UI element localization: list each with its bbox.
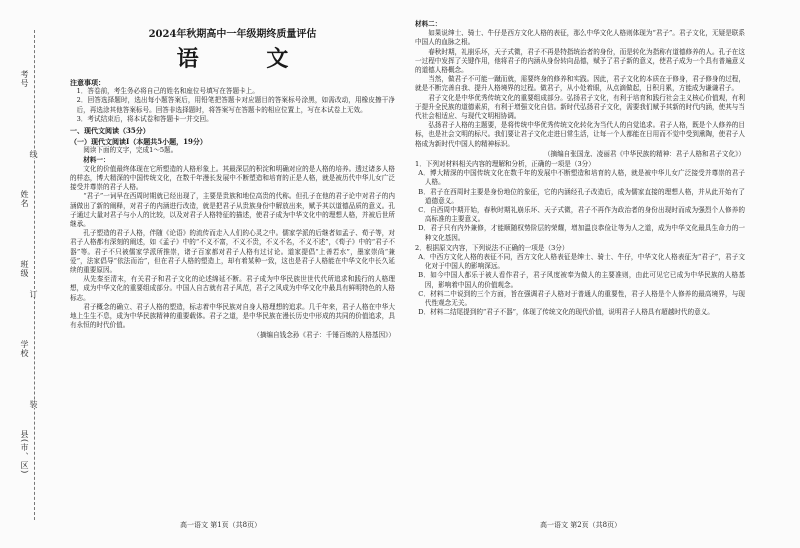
- source-citation: （摘编自钱念孙《君子：千锤百炼的人格基因》）: [253, 331, 395, 340]
- source-citation: （摘编自张国龙、凌丽君《中华民族的精神：君子人格和君子文化》）: [543, 149, 745, 158]
- question-option: B．君子在西周时主要是身份地位的象征，它的内涵经孔子改造后，成为儒家直接的理想人格，并从此开始有了道德意义。: [418, 187, 745, 205]
- binding-margin: [8, 30, 42, 520]
- county-label: 县(市、区): [20, 430, 29, 475]
- binding-mark-order: 订: [29, 290, 38, 298]
- section-heading: 一、现代文阅读（35分）: [70, 126, 150, 136]
- question-option: C．材料二中说到的三个方面，旨在强调君子人格对于普通人的重要性，君子人格是个人修养的最高境界，与现代性观念无关。: [418, 289, 745, 308]
- question-option: D．材料二结尾提到的“君子不器”，体现了传统文化的现代价值，说明君子人格具有超越时代的意义。: [418, 308, 714, 317]
- binding-mark-bind: 装: [29, 400, 38, 408]
- paragraph: 君子文化是中华优秀传统文化的重要组成部分。弘扬君子文化，有利于培育和践行社会主义核心价值观，有利于提升全民族的道德素质，有利于增强文化自信。新时代弘扬君子文化，需要我们赋予其新的时代内涵，使其与当代社会相适应、与现代文明相协调。: [415, 93, 745, 121]
- paragraph: 文化的价值最终体现在它所塑造的人格形象上。其最深层的积淀和明确对应的是人格的培养。透过诸多人格的样态，博大精深的中国传统文化，在数千年漫长发展中不断塑造和培育的正是人格，就是被历代中华儿女广泛接受并尊崇的君子人格。: [70, 164, 395, 192]
- notice-item: 1．答卷前，考生务必将自己的姓名和座位号填写在答题卡上。: [76, 87, 259, 96]
- school-label: 学校: [20, 340, 29, 358]
- question-option: B．如今中国人都乐于被人看作君子，君子风度被奉为做人的主要准则，由此可见它已成为中华民族的人格基因，影响着中国人的价值观念。: [418, 271, 745, 289]
- paragraph: 弘扬君子人格的主题要，是将传统中华优秀传统文化转化为当代人的自觉追求。君子人格，既是个人修养的目标，也是社会文明的标尺。我们要让君子文化走进日常生活，让每一个人都能在日用而不觉中受到熏陶，使君子人格成为新时代中国人的精神标识。: [415, 121, 745, 148]
- page-footer-left: 高一语文 第1页（共8页）: [180, 521, 262, 529]
- exam-no-label: 考号: [20, 70, 29, 88]
- class-label: 班级: [20, 260, 29, 278]
- exam-title: 2024年秋期高中一年级期终质量评估: [148, 29, 317, 40]
- subsection-heading: （一）现代文阅读Ⅰ（本题共5小题，19分）: [70, 137, 207, 147]
- question-option: D．君子只有内外兼修，才能顺随权势阶层的荣耀，增加温良恭俭让等为人之道，成为中华文化最具生命力的一种文化基因。: [418, 224, 745, 242]
- subject-title: 语 文: [176, 46, 319, 72]
- paragraph: 如果说绅士、骑士、牛仔是西方文化人格的表征，那么中华文化人格则体现为“君子”。君子文化，无疑是联系中国人的血脉之根。: [415, 29, 745, 47]
- paragraph: 当然，做君子不可能一蹴而就，需要终身的修养和实践。因此，君子文化的本质在于修身，君子修身的过程，就是不断完善自我、提升人格境界的过程。做君子，从小处着眼，从点滴做起，日积月累，方能成为谦谦君子。: [415, 75, 745, 93]
- question-option: C．自西周中期开始，春秋时期礼崩乐坏、天子式微，君子不再作为政治者的身份出现时而成为强烈个人修养的高标准的主要意义。: [418, 206, 745, 224]
- question-option: A．中西方文化人格的表征不同，西方文化人格表征是绅士、骑士、牛仔，中华文化人格表征为“君子”，君子文化对于中国人的影响深远。: [418, 253, 745, 271]
- question-1: 1．下列对材料相关内容的理解和分析，正确的一项是（3分）: [415, 160, 595, 169]
- paragraph: 从先秦至清末，有关君子和君子文化的论述绵延不断。君子成为中华民族世世代代所追求和践行的人格理想，成为中华文化的重要组成部分。中国人自古就有君子风范，君子之风成为中华文化中最具有鲜明特色的人格标志。: [70, 275, 395, 302]
- binding-dashed-line: [34, 30, 35, 520]
- paragraph: “君子”一词早在西周时期就已经出现了，主要是贵族和地位高贵的代称。但孔子在他的君子论中对君子的内涵做出了新的阐释，对君子的内涵进行改造，就是把君子从贵族身份中解放出来，赋予其以道德品质的意义。孔子通过大量对君子与小人的比较，以及对君子人格特征的描述，使君子成为中华文化中的理想人格，并被后世所继承。: [70, 192, 395, 229]
- paragraph: 春秋时期，礼崩乐坏，天子式微，君子不再是特指统治者的身份，而是转化为指称有道德修养的人。孔子在这一过程中发挥了关键作用，他将君子的内涵从身份转向品德，赋予了君子新的意义，使君子成为一个具有普遍意义的道德人格概念。: [415, 47, 745, 75]
- instruction-text: 阅读下面的文字，完成1～5题。: [83, 146, 178, 155]
- material-label: 材料二：: [415, 20, 442, 28]
- binding-mark-line: 线: [29, 150, 38, 158]
- right-column: [415, 20, 745, 318]
- question-option: A．博大精深的中国传统文化在数千年的发展中不断塑造和培育的人格，就是被中华儿女广泛接受并尊崇的君子人格。: [418, 169, 745, 187]
- paragraph: 君子概念的确立、君子人格的塑造，标志着中华民族对自身人格理想的追求。几千年来，君子人格在中华大地上生生不息，成为中华民族精神的重要载体。君子之道，是中华民族在漫长历史中形成的共同的价值追求，具有永恒的时代价值。: [70, 302, 395, 330]
- notice-item: 3．考试结束后，将本试卷和答题卡一并交回。: [76, 114, 213, 123]
- material-label: 材料一：: [83, 155, 110, 164]
- name-label: 姓名: [20, 190, 29, 208]
- paragraph: 孔子塑造的君子人格，伴随《论语》的流传而走入人们的心灵之中。儒家学派的后继者如孟子、荀子等，对君子人格都有深刻的阐述，如《孟子》中的“不义不富，不义不贵，不义不名，不义不述”，《荀子》中的“君子不器”等。君子不只被儒家学派所推崇，诸子百家都对君子人格有过讨论。道家提倡“上善若水”，墨家崇尚“兼爱”，法家倡导“依法而治”，但在君子人格的塑造上，却有着某种一致，这也是君子人格能在中华文化中长久延续的重要原因。: [70, 229, 395, 275]
- question-2: 2．根据原文内容，下列说法不正确的一项是（3分）: [415, 243, 569, 252]
- page-footer-right: 高一语文 第2页（共8页）: [540, 521, 622, 529]
- notice-title: 注意事项：: [70, 78, 105, 87]
- left-column: [70, 20, 395, 341]
- notice-item: 2．回答选择题时，选出每小题答案后，用铅笔把答题卡对应题目的答案标号涂黑，如需改动，用橡皮擦干净后，再选涂其他答案标号。回答非选择题时，将答案写在答题卡的相应位置上，写在本试卷上无效。: [76, 96, 395, 114]
